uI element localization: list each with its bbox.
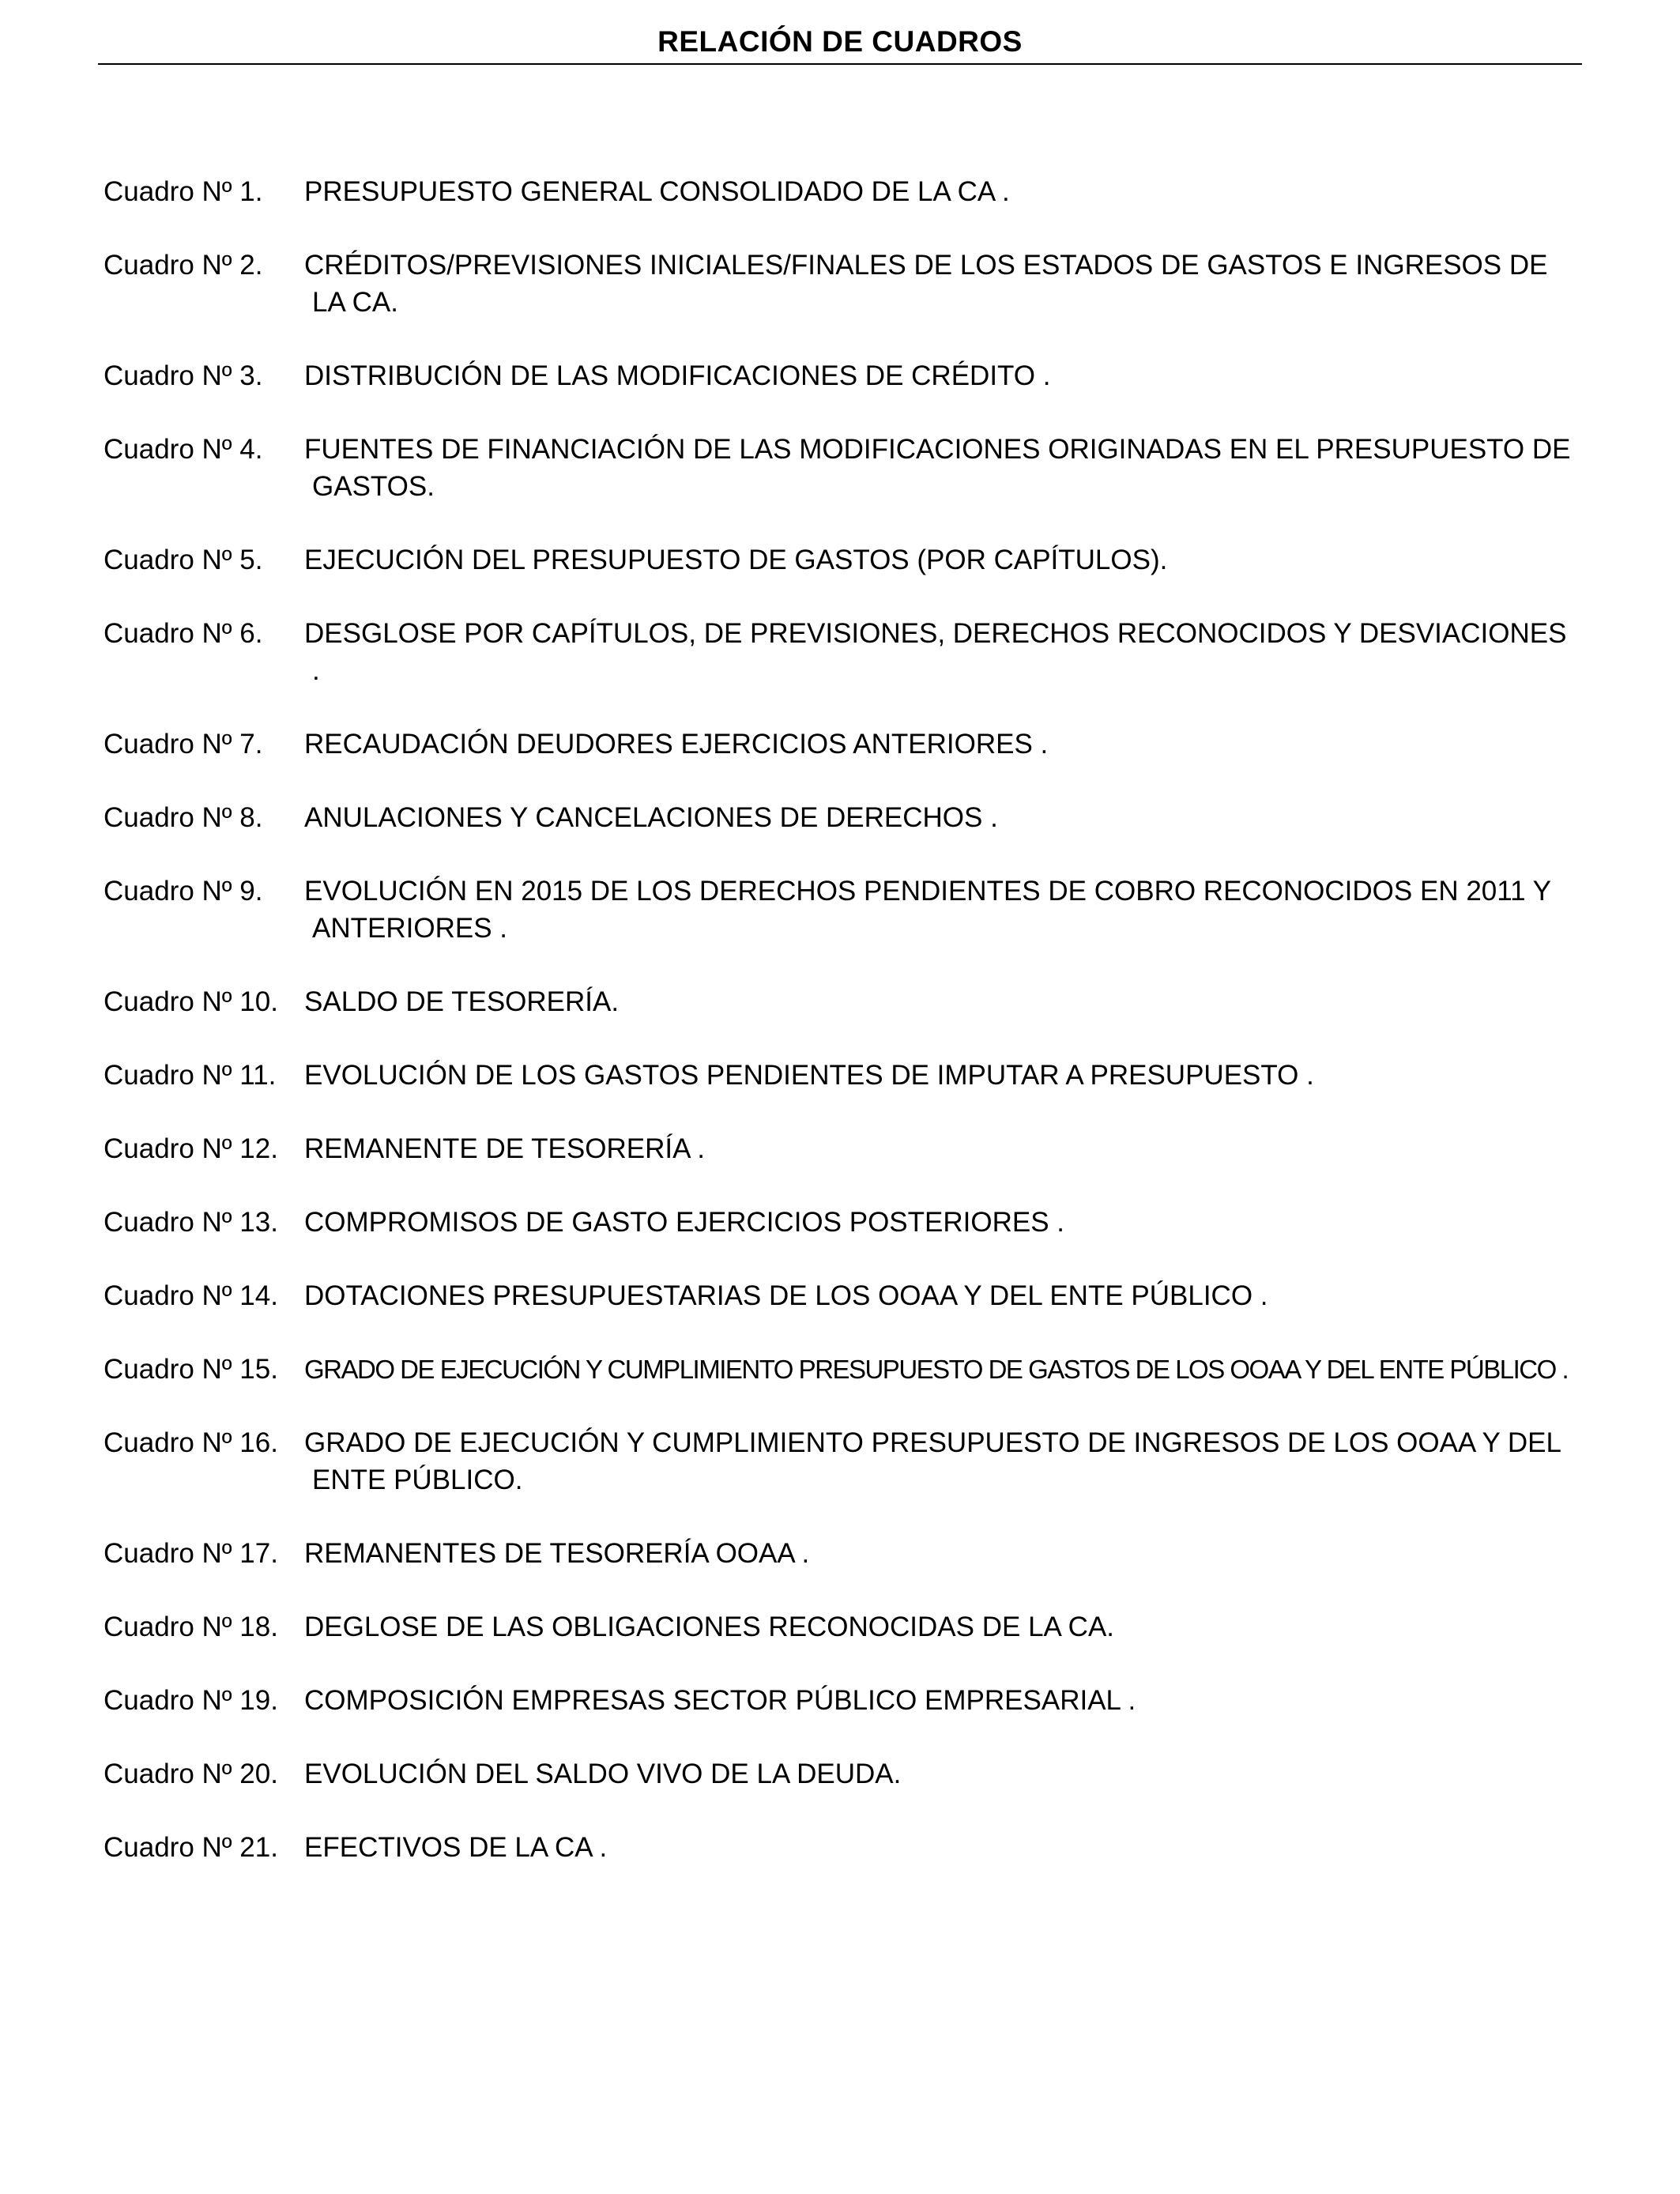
toc-item-title: EFECTIVOS DE LA CA . <box>304 1832 608 1863</box>
toc-item-title: DEGLOSE DE LAS OBLIGACIONES RECONOCIDAS DE LA CA. <box>304 1612 1115 1642</box>
toc-item-number: Cuadro Nº 19. <box>104 1685 278 1716</box>
toc-item-10 <box>104 983 1573 1020</box>
toc-item-title: GRADO DE EJECUCIÓN Y CUMPLIMIENTO PRESUPUESTO DE GASTOS DE LOS OOAA Y DEL ENTE PÚBLICO . <box>304 1355 1569 1384</box>
toc-item-title: EJECUCIÓN DEL PRESUPUESTO DE GASTOS (POR CAPÍTULOS). <box>304 545 1168 575</box>
toc-item-5 <box>104 541 1573 579</box>
toc-item-title: FUENTES DE FINANCIACIÓN DE LAS MODIFICACIONES ORIGINADAS EN EL PRESUPUESTO DE GASTOS. <box>304 434 1571 502</box>
toc-item-number: Cuadro Nº 10. <box>104 986 278 1017</box>
toc-item-title: PRESUPUESTO GENERAL CONSOLIDADO DE LA CA . <box>304 176 1010 207</box>
toc-item-number: Cuadro Nº 1. <box>104 176 263 207</box>
page-title: RELACIÓN DE CUADROS <box>657 25 1023 58</box>
toc-item-title: EVOLUCIÓN DEL SALDO VIVO DE LA DEUDA. <box>304 1759 902 1789</box>
toc-item-19 <box>104 1682 1573 1719</box>
toc-item-number: Cuadro Nº 18. <box>104 1612 278 1642</box>
toc-item-number: Cuadro Nº 9. <box>104 876 263 907</box>
toc-item-number: Cuadro Nº 11. <box>104 1060 277 1091</box>
toc-item-number: Cuadro Nº 8. <box>104 802 263 833</box>
toc-item-number: Cuadro Nº 7. <box>104 729 263 760</box>
toc-item-number: Cuadro Nº 12. <box>104 1133 278 1164</box>
toc-item-title: CRÉDITOS/PREVISIONES INICIALES/FINALES DE LOS ESTADOS DE GASTOS E INGRESOS DE LA CA. <box>304 250 1548 318</box>
toc-item-number: Cuadro Nº 17. <box>104 1538 278 1569</box>
table-of-contents-list <box>104 173 1573 1902</box>
toc-item-title: DISTRIBUCIÓN DE LAS MODIFICACIONES DE CRÉDITO . <box>304 360 1051 391</box>
toc-item-13 <box>104 1204 1573 1241</box>
toc-item-title: COMPOSICIÓN EMPRESAS SECTOR PÚBLICO EMPRESARIAL . <box>304 1685 1136 1716</box>
toc-item-17 <box>104 1535 1573 1572</box>
toc-item-number: Cuadro Nº 6. <box>104 618 263 649</box>
toc-item-title: EVOLUCIÓN DE LOS GASTOS PENDIENTES DE IMPUTAR A PRESUPUESTO . <box>304 1060 1314 1091</box>
title-rule <box>98 63 1582 65</box>
toc-item-number: Cuadro Nº 2. <box>104 250 263 281</box>
toc-item-number: Cuadro Nº 14. <box>104 1280 278 1311</box>
toc-item-21 <box>104 1829 1573 1866</box>
toc-item-title: COMPROMISOS DE GASTO EJERCICIOS POSTERIORES . <box>304 1207 1065 1238</box>
toc-item-title: GRADO DE EJECUCIÓN Y CUMPLIMIENTO PRESUPUESTO DE INGRESOS DE LOS OOAA Y DEL ENTE PÚBLICO. <box>304 1427 1561 1495</box>
toc-item-title: DESGLOSE POR CAPÍTULOS, DE PREVISIONES, DERECHOS RECONOCIDOS Y DESVIACIONES . <box>304 618 1567 686</box>
toc-item-number: Cuadro Nº 5. <box>104 545 263 575</box>
toc-item-12 <box>104 1130 1573 1167</box>
toc-item-number: Cuadro Nº 3. <box>104 360 263 391</box>
toc-item-title: REMANENTES DE TESORERÍA OOAA . <box>304 1538 810 1569</box>
toc-item-16 <box>104 1424 1573 1498</box>
toc-item-number: Cuadro Nº 13. <box>104 1207 278 1238</box>
toc-item-3 <box>104 357 1573 394</box>
toc-item-14 <box>104 1277 1573 1314</box>
toc-item-title: EVOLUCIÓN EN 2015 DE LOS DERECHOS PENDIENTES DE COBRO RECONOCIDOS EN 2011 Y ANTERIORES . <box>304 876 1551 944</box>
toc-item-7 <box>104 726 1573 763</box>
toc-item-number: Cuadro Nº 21. <box>104 1832 278 1863</box>
toc-item-11 <box>104 1057 1573 1094</box>
toc-item-title: ANULACIONES Y CANCELACIONES DE DERECHOS . <box>304 802 998 833</box>
toc-item-number: Cuadro Nº 16. <box>104 1427 278 1458</box>
toc-item-8 <box>104 799 1573 836</box>
toc-item-number: Cuadro Nº 4. <box>104 434 263 465</box>
toc-item-15 <box>104 1351 1573 1388</box>
toc-item-number: Cuadro Nº 20. <box>104 1759 278 1789</box>
toc-item-20 <box>104 1755 1573 1793</box>
toc-item-title: DOTACIONES PRESUPUESTARIAS DE LOS OOAA Y DEL ENTE PÚBLICO . <box>304 1280 1268 1311</box>
toc-item-number: Cuadro Nº 15. <box>104 1354 278 1385</box>
toc-item-1 <box>104 173 1573 210</box>
toc-item-2 <box>104 247 1573 321</box>
toc-item-title: SALDO DE TESORERÍA. <box>304 986 620 1017</box>
toc-item-6 <box>104 615 1573 689</box>
toc-item-title: REMANENTE DE TESORERÍA . <box>304 1133 705 1164</box>
toc-item-4 <box>104 431 1573 505</box>
toc-item-9 <box>104 873 1573 947</box>
toc-item-title: RECAUDACIÓN DEUDORES EJERCICIOS ANTERIORES . <box>304 729 1049 760</box>
toc-item-18 <box>104 1608 1573 1646</box>
